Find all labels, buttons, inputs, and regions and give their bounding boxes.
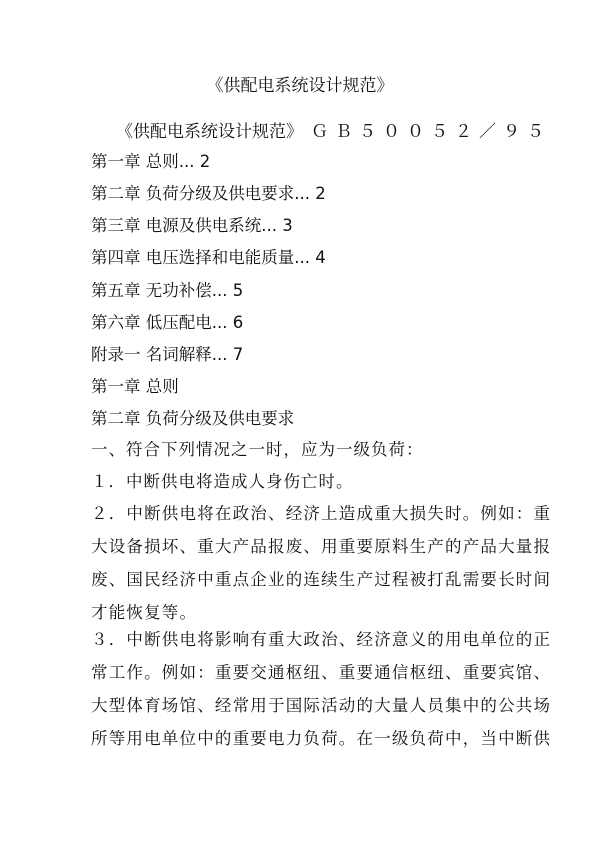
toc-entry: 第二章 负荷分级及供电要求... 2 — [91, 184, 326, 203]
paragraph-line: 大设备损坏、重大产品报废、用重要原料生产的产品大量报 — [91, 537, 552, 556]
document-subtitle — [116, 120, 551, 144]
toc-entry: 第六章 低压配电... 6 — [91, 313, 244, 332]
clause-intro: 一、符合下列情况之一时，应为一级负荷： — [91, 440, 424, 459]
clause-item-2 — [91, 497, 552, 629]
paragraph-line: 废、国民经济中重点企业的连续生产过程被打乱需要长时间 — [91, 570, 552, 589]
document-title: 《供配电系统设计规范》 — [206, 76, 394, 96]
standard-code: ＧＢ５００５２／９５ — [311, 122, 551, 142]
paragraph-line: 才能恢复等。 — [91, 603, 198, 622]
paragraph-line: ２．中断供电将在政治、经济上造成重大损失时。例如：重 — [91, 504, 552, 523]
toc-entry: 附录一 名词解释... 7 — [91, 345, 244, 364]
paragraph-line: ３．中断供电将影响有重大政治、经济意义的用电单位的正 — [91, 630, 552, 649]
paragraph-line: 大型体育场馆、经常用于国际活动的大量人员集中的公共场 — [91, 696, 552, 715]
subtitle-name: 《供配电系统设计规范》 — [116, 122, 303, 142]
toc-entry: 第一章 总则... 2 — [91, 152, 211, 171]
paragraph-line: 所等用电单位中的重要电力负荷。在一级负荷中，当中断供 — [91, 729, 552, 748]
chapter-heading: 第一章 总则 — [91, 377, 179, 396]
chapter-heading: 第二章 负荷分级及供电要求 — [91, 409, 295, 428]
clause-item-1: １．中断供电将造成人身伤亡时。 — [91, 472, 354, 491]
toc-entry: 第四章 电压选择和电能质量... 4 — [91, 248, 326, 267]
toc-entry: 第三章 电源及供电系统... 3 — [91, 216, 293, 235]
clause-item-3 — [91, 623, 552, 755]
toc-entry: 第五章 无功补偿... 5 — [91, 281, 244, 300]
paragraph-line: 常工作。例如：重要交通枢纽、重要通信枢纽、重要宾馆、 — [91, 663, 552, 682]
